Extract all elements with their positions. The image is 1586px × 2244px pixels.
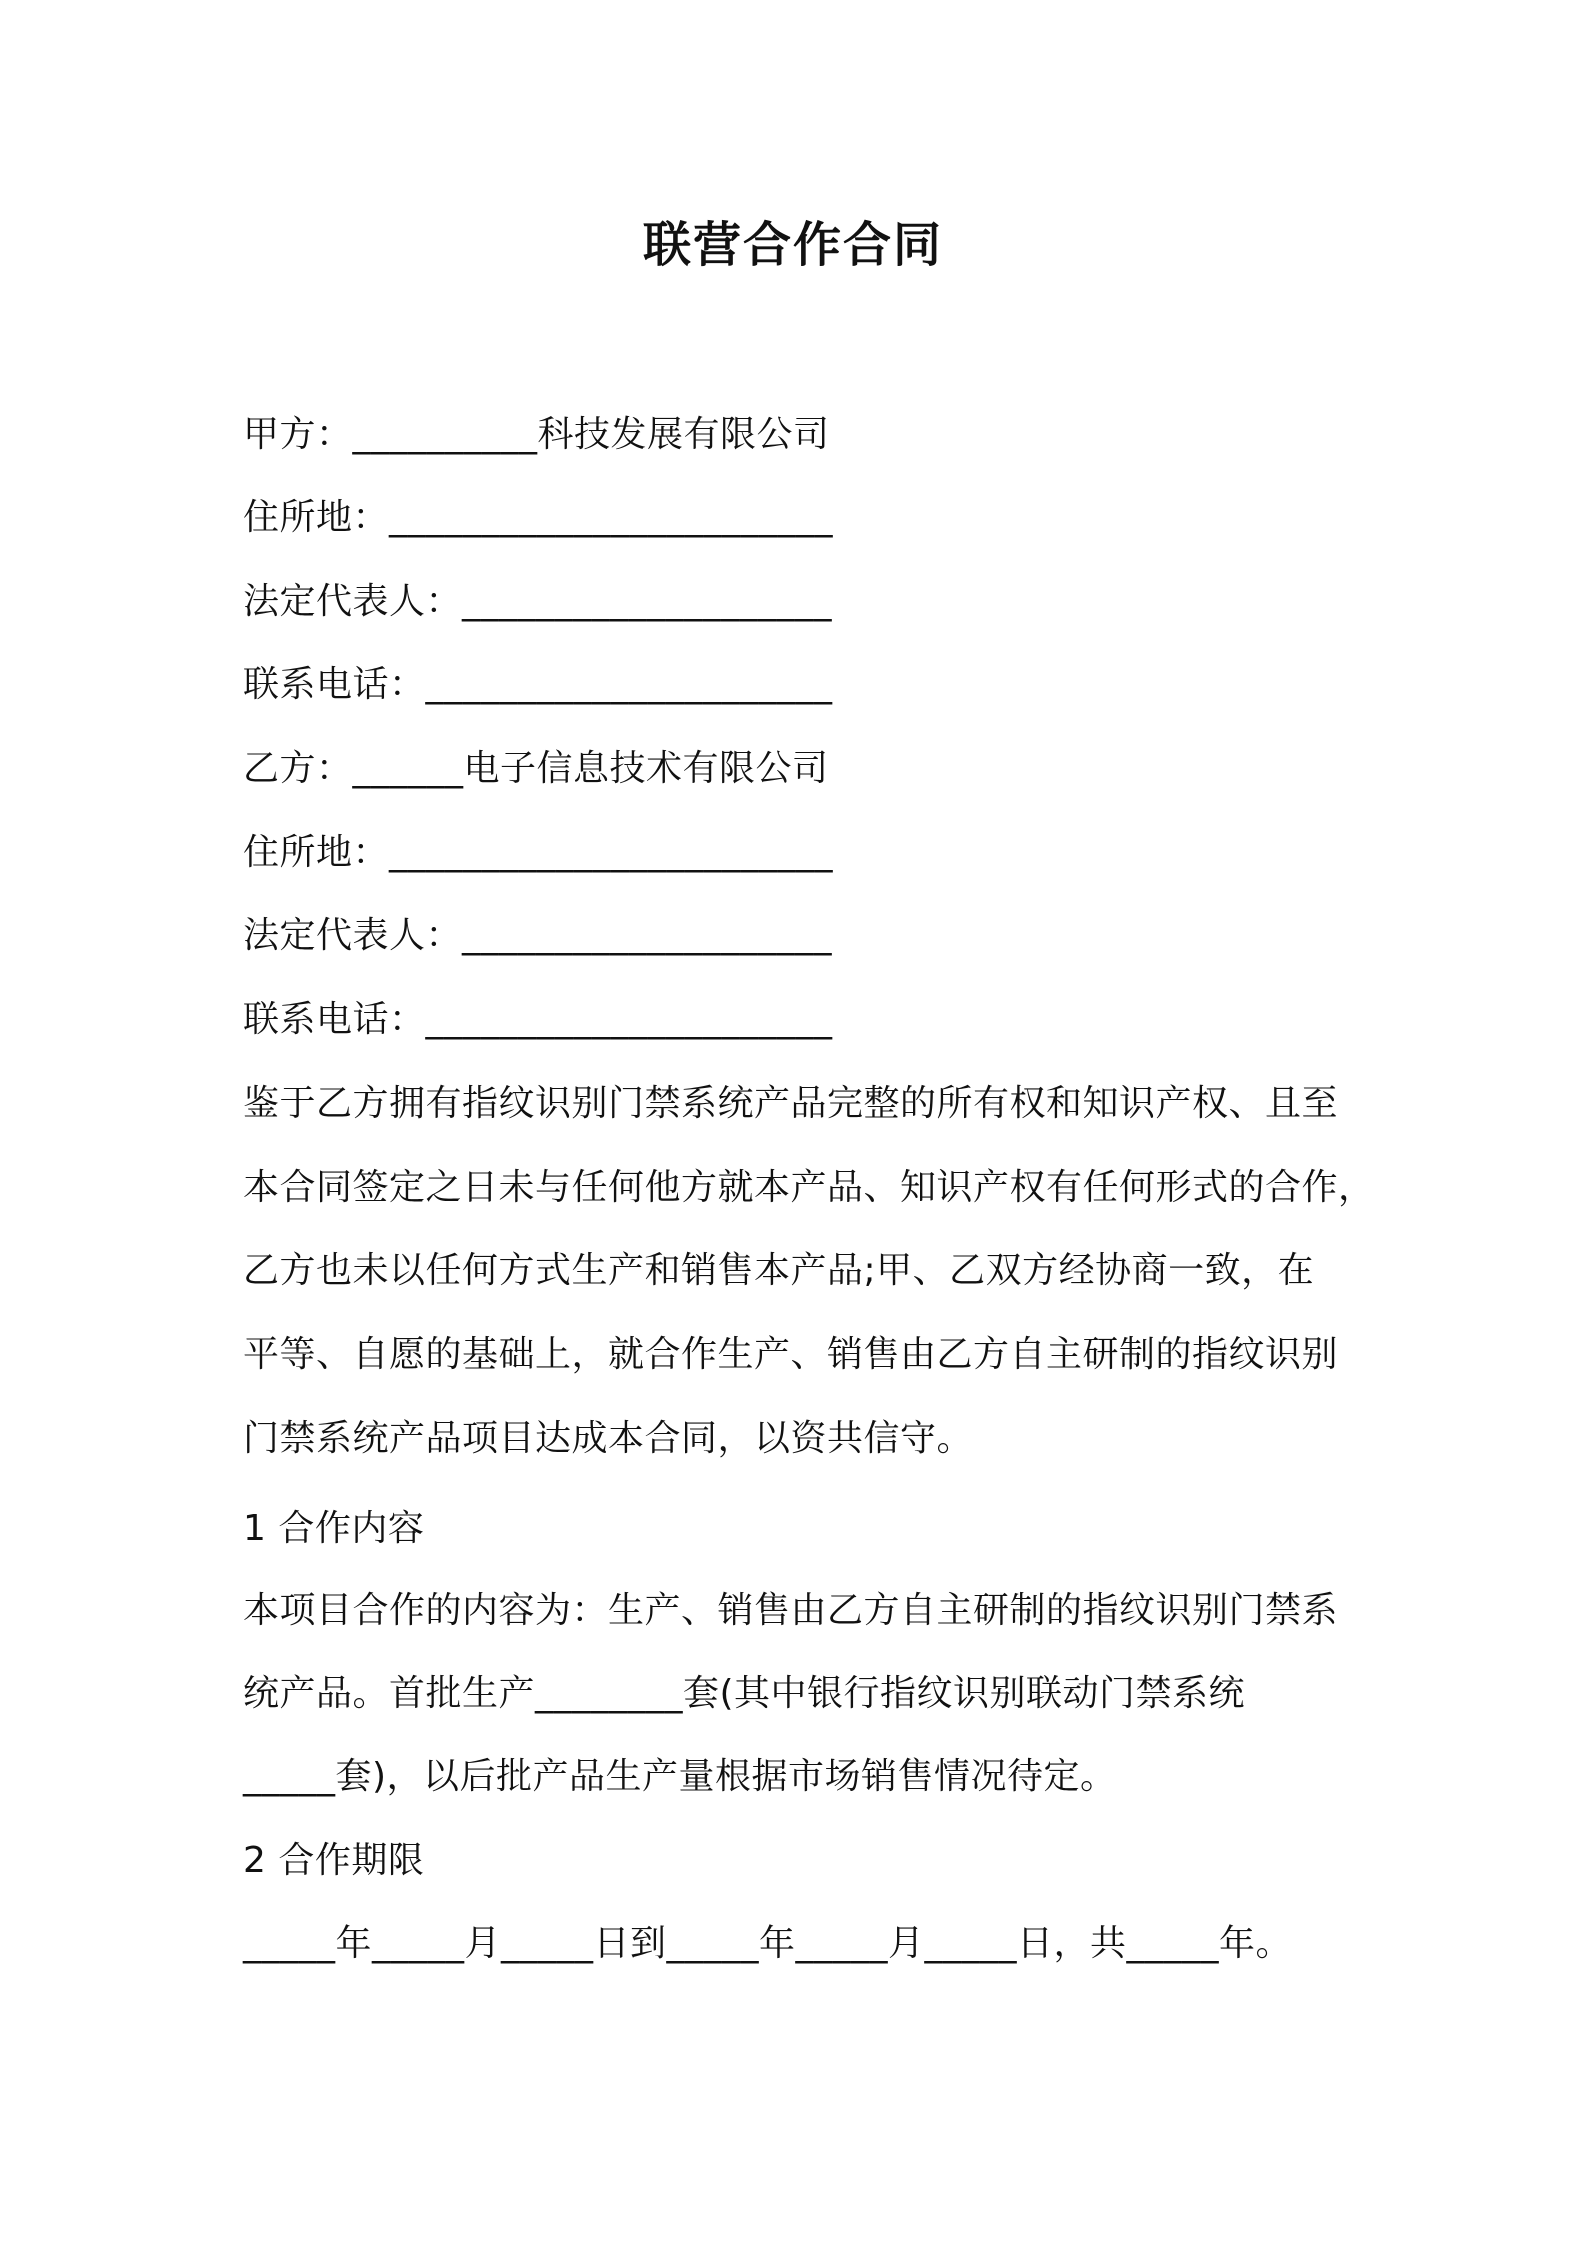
- document-title: 联营合作合同: [642, 217, 943, 273]
- section-1-line: 本项目合作的内容为：生产、销售由乙方自主研制的指纹识别门禁系: [243, 1590, 1339, 1631]
- party-b-name: 乙方：______电子信息技术有限公司: [243, 748, 829, 789]
- section-2-heading: 2 合作期限: [243, 1840, 425, 1881]
- preamble-line: 鉴于乙方拥有指纹识别门禁系统产品完整的所有权和知识产权、且至: [243, 1083, 1339, 1124]
- section-1-line: 统产品。首批生产________套(其中银行指纹识别联动门禁系统: [243, 1673, 1246, 1714]
- section-1-heading: 1 合作内容: [243, 1508, 425, 1549]
- party-b-address: 住所地：________________________: [243, 832, 834, 873]
- section-1-line: _____套)，以后批产品生产量根据市场销售情况待定。: [243, 1756, 1117, 1797]
- party-a-name: 甲方：__________科技发展有限公司: [243, 414, 830, 455]
- preamble-line: 平等、自愿的基础上，就合作生产、销售由乙方自主研制的指纹识别: [243, 1334, 1339, 1375]
- preamble-line: 本合同签定之日未与任何他方就本产品、知识产权有任何形式的合作，: [243, 1167, 1375, 1208]
- party-a-representative: 法定代表人：____________________: [243, 581, 833, 622]
- preamble-line: 门禁系统产品项目达成本合同，以资共信守。: [243, 1418, 974, 1459]
- section-2-line: _____年_____月_____日到_____年_____月_____日，共_____年。: [243, 1923, 1293, 1964]
- party-a-address: 住所地：________________________: [243, 497, 834, 538]
- preamble-line: 乙方也未以任何方式生产和销售本产品;甲、乙双方经协商一致，在: [243, 1250, 1315, 1291]
- party-b-phone: 联系电话：______________________: [243, 999, 833, 1040]
- party-b-representative: 法定代表人：____________________: [243, 915, 833, 956]
- party-a-phone: 联系电话：______________________: [243, 664, 833, 705]
